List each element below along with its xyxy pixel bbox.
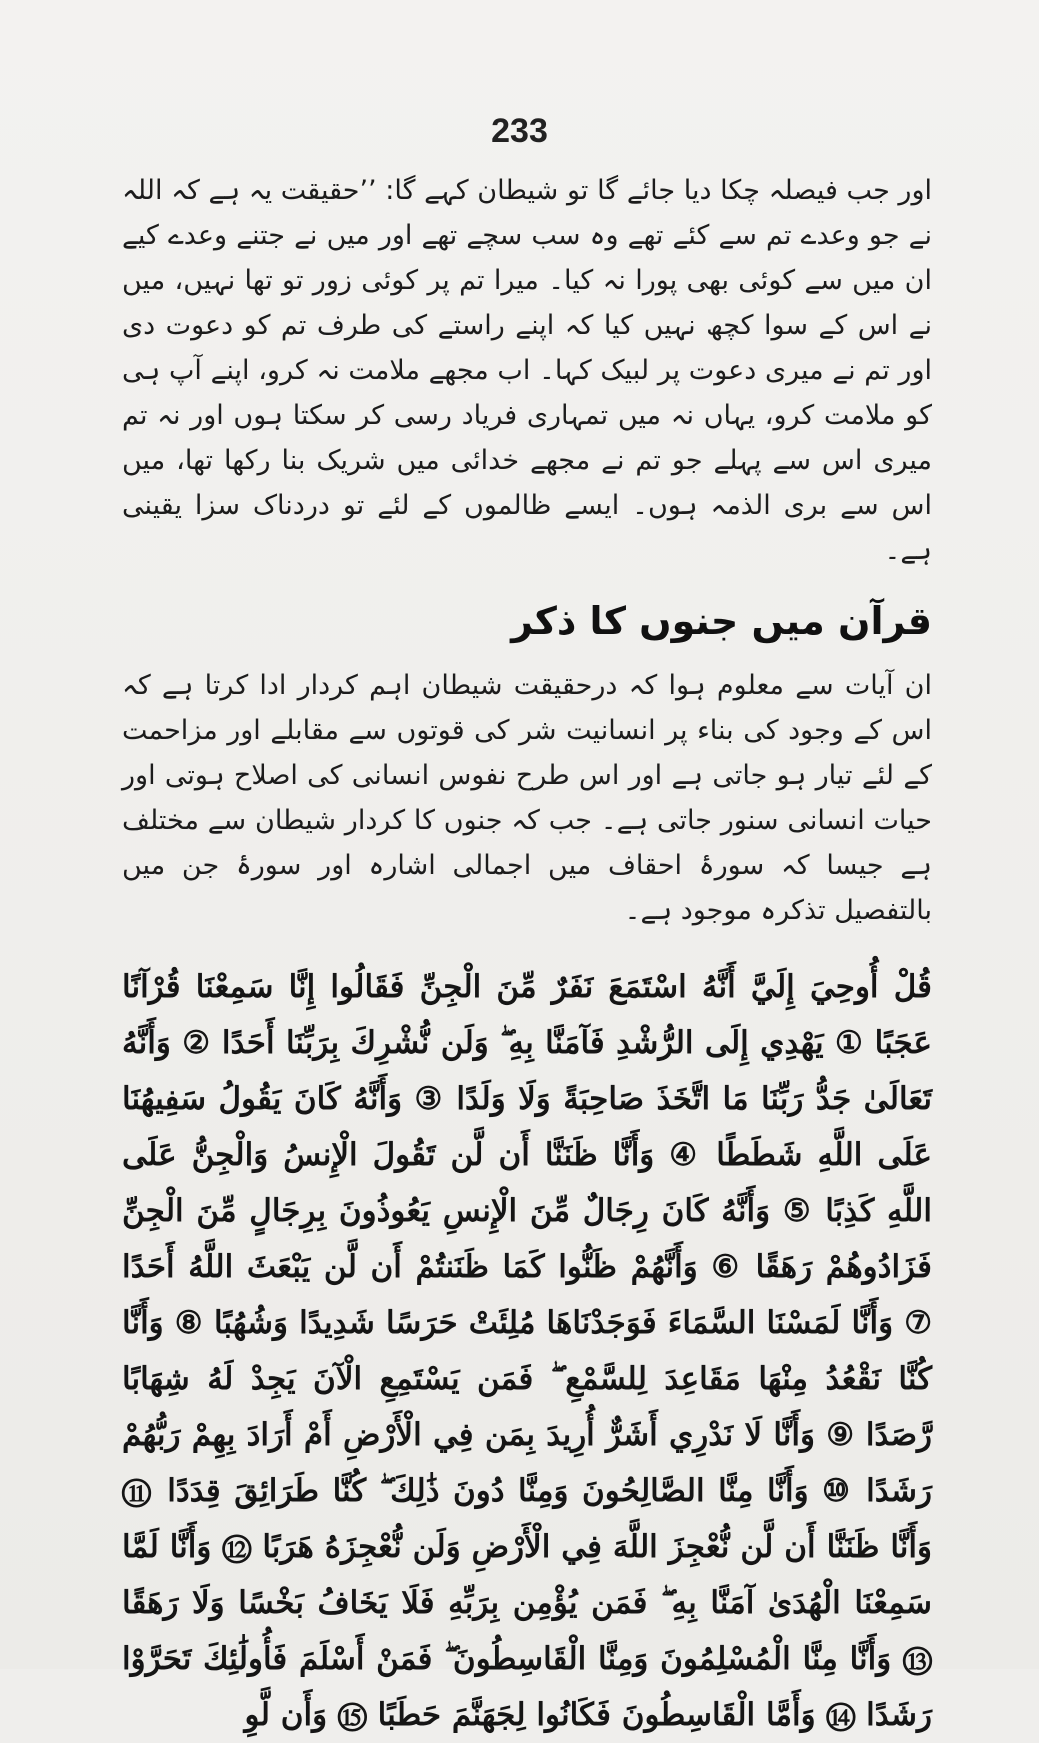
- section-paragraph: ان آیات سے معلوم ہوا کہ درحقیقت شیطان اہم کردار ادا کرتا ہے کہ اس کے وجود کی بناء پر انسانیت شر کی قوتوں سے مقابلے اور مزاحمت کے لئے تیار ہو جاتی ہے اور اس طرح نفوس انسانی کی اصلاح ہوتی اور حیات انسانی سنور جاتی ہے۔ جب کہ جنوں کا کردار شیطان سے مختلف ہے جیسا کہ سورۂ احقاف میں اجمالی اشارہ اور سورۂ جن میں بالتفصیل تذکرہ موجود ہے۔: [122, 670, 932, 926]
- page-number: 233: [491, 112, 548, 150]
- page-content: [122, 168, 932, 1743]
- intro-paragraph: اور جب فیصلہ چکا دیا جائے گا تو شیطان کہے گا: ’’حقیقت یہ ہے کہ اللہ نے جو وعدے تم سے کئے تھے وہ سب سچے تھے اور میں نے جتنے وعدے کیے ان میں سے کوئی بھی پورا نہ کیا۔ میرا تم پر کوئی زور تو تھا نہیں، میں نے اس کے سوا کچھ نہیں کیا کہ اپنے راستے کی طرف تم کو دعوت دی اور تم نے میری دعوت پر لبیک کہا۔ اب مجھے ملامت نہ کرو، اپنے آپ ہی کو ملامت کرو، یہاں نہ میں تمہاری فریاد رسی کر سکتا ہوں اور نہ تم میری اس سے پہلے جو تم نے مجھے خدائی میں شریک بنا رکھا تھا، میں اس سے بری الذمہ ہوں۔ ایسے ظالموں کے لئے تو دردناک سزا یقینی ہے۔: [122, 175, 932, 566]
- section-heading: قرآن میں جنوں کا ذکر: [511, 599, 932, 643]
- quran-verses: قُلْ أُوحِيَ إِلَيَّ أَنَّهُ اسْتَمَعَ نَفَرٌ مِّنَ الْجِنِّ فَقَالُوا إِنَّا سَمِعْنَا قُرْآنًا عَجَبًا ① يَهْدِي إِلَى الرُّشْدِ فَآمَنَّا بِهِ ۖ وَلَن نُّشْرِكَ بِرَبِّنَا أَحَدًا ② وَأَنَّهُ تَعَالَىٰ جَدُّ رَبِّنَا مَا اتَّخَذَ صَاحِبَةً وَلَا وَلَدًا ③ وَأَنَّهُ كَانَ يَقُولُ سَفِيهُنَا عَلَى اللَّهِ شَطَطًا ④ وَأَنَّا ظَنَنَّا أَن لَّن تَقُولَ الْإِنسُ وَالْجِنُّ عَلَى اللَّهِ كَذِبًا ⑤ وَأَنَّهُ كَانَ رِجَالٌ مِّنَ الْإِنسِ يَعُوذُونَ بِرِجَالٍ مِّنَ الْجِنِّ فَزَادُوهُمْ رَهَقًا ⑥ وَأَنَّهُمْ ظَنُّوا كَمَا ظَنَنتُمْ أَن لَّن يَبْعَثَ اللَّهُ أَحَدًا ⑦ وَأَنَّا لَمَسْنَا السَّمَاءَ فَوَجَدْنَاهَا مُلِئَتْ حَرَسًا شَدِيدًا وَشُهُبًا ⑧ وَأَنَّا كُنَّا نَقْعُدُ مِنْهَا مَقَاعِدَ لِلسَّمْعِ ۖ فَمَن يَسْتَمِعِ الْآنَ يَجِدْ لَهُ شِهَابًا رَّصَدًا ⑨ وَأَنَّا لَا نَدْرِي أَشَرٌّ أُرِيدَ بِمَن فِي الْأَرْضِ أَمْ أَرَادَ بِهِمْ رَبُّهُمْ رَشَدًا ⑩ وَأَنَّا مِنَّا الصَّالِحُونَ وَمِنَّا دُونَ ذَٰلِكَ ۖ كُنَّا طَرَائِقَ قِدَدًا ⑪ وَأَنَّا ظَنَنَّا أَن لَّن نُّعْجِزَ اللَّهَ فِي الْأَرْضِ وَلَن نُّعْجِزَهُ هَرَبًا ⑫ وَأَنَّا لَمَّا سَمِعْنَا الْهُدَىٰ آمَنَّا بِهِ ۖ فَمَن يُؤْمِن بِرَبِّهِ فَلَا يَخَافُ بَخْسًا وَلَا رَهَقًا ⑬ وَأَنَّا مِنَّا الْمُسْلِمُونَ وَمِنَّا الْقَاسِطُونَ ۖ فَمَنْ أَسْلَمَ فَأُولَٰئِكَ تَحَرَّوْا رَشَدًا ⑭ وَأَمَّا الْقَاسِطُونَ فَكَانُوا لِجَهَنَّمَ حَطَبًا ⑮ وَأَن لَّوِ: [122, 969, 932, 1733]
